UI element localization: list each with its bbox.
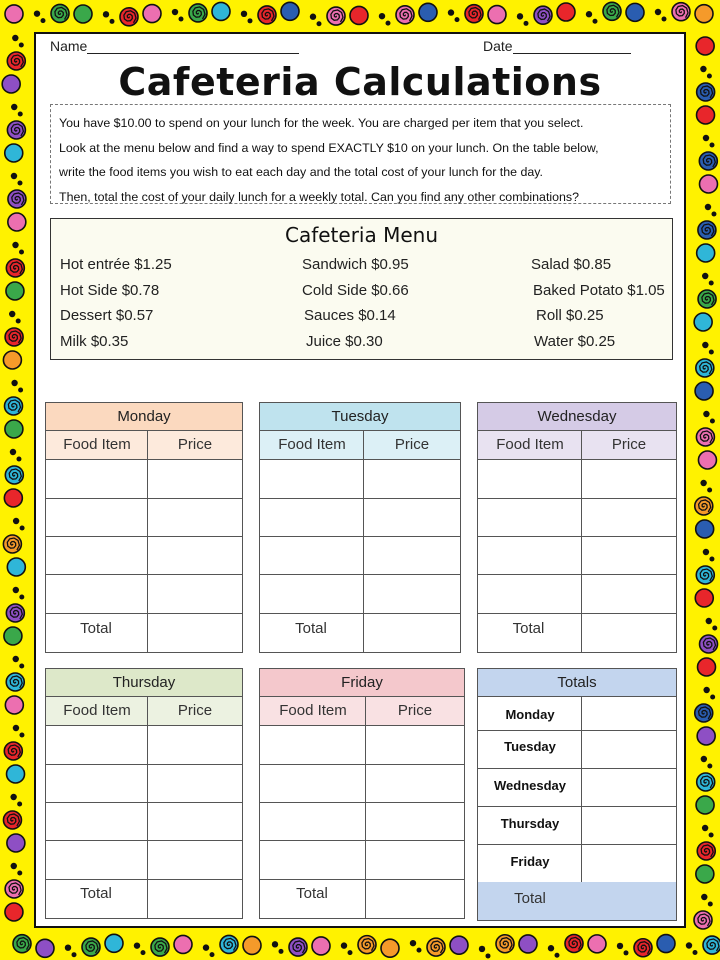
border-dot xyxy=(707,74,712,79)
border-dot xyxy=(9,311,15,317)
border-dot xyxy=(65,944,71,950)
border-dot xyxy=(19,250,24,255)
border-dot xyxy=(272,941,278,947)
border-dot xyxy=(179,17,184,22)
border-dot xyxy=(700,480,706,486)
border-dot xyxy=(548,945,554,951)
border-circle xyxy=(3,351,21,369)
border-dot xyxy=(586,11,592,17)
menu-item: Hot Side $0.78 xyxy=(60,282,160,299)
border-dot xyxy=(13,518,19,524)
instruction-line: Look at the menu below and find a way to spend EXACTLY $10 on your lunch. On the table below, xyxy=(59,140,599,155)
border-dot xyxy=(19,733,24,738)
border-circle xyxy=(4,627,22,645)
border-dot xyxy=(709,281,714,286)
border-circle xyxy=(697,244,715,262)
border-dot xyxy=(110,19,115,24)
date-label: Date xyxy=(483,38,513,54)
border-dot xyxy=(386,21,391,26)
border-dot xyxy=(348,950,353,955)
border-circle xyxy=(695,589,713,607)
border-dot xyxy=(72,952,77,957)
border-circle xyxy=(4,489,22,507)
border-circle xyxy=(243,936,261,954)
border-dot xyxy=(16,319,21,324)
total-label: Total xyxy=(80,620,112,637)
price-header: Price xyxy=(148,431,242,460)
border-circle xyxy=(381,939,399,957)
border-dot xyxy=(18,112,23,117)
instructions-box xyxy=(50,104,671,204)
border-dot xyxy=(517,13,523,19)
border-dot xyxy=(34,10,40,16)
border-dot xyxy=(702,273,708,279)
price-header: Price xyxy=(582,431,676,460)
border-circle xyxy=(626,3,644,21)
border-dot xyxy=(19,595,24,600)
day-heading: Friday xyxy=(260,669,464,697)
border-dot xyxy=(341,942,347,948)
border-dot xyxy=(11,863,17,869)
border-circle xyxy=(657,935,675,953)
border-dot xyxy=(12,242,18,248)
menu-item: Salad $0.85 xyxy=(531,256,612,273)
border-circle xyxy=(695,382,713,400)
border-circle xyxy=(212,2,230,20)
border-dot xyxy=(448,9,454,15)
border-dot xyxy=(593,19,598,24)
border-dot xyxy=(17,181,22,186)
border-circle xyxy=(2,75,20,93)
border-dot xyxy=(707,764,712,769)
border-dot xyxy=(203,944,209,950)
border-dot xyxy=(707,488,712,493)
border-circle xyxy=(697,727,715,745)
worksheet-page xyxy=(34,32,686,928)
border-dot xyxy=(693,950,698,955)
border-dot xyxy=(701,894,707,900)
border-circle xyxy=(36,939,54,957)
menu-item: Milk $0.35 xyxy=(60,333,129,350)
border-dot xyxy=(417,948,422,953)
border-circle xyxy=(5,420,23,438)
totals-table xyxy=(477,668,677,921)
border-dot xyxy=(709,350,714,355)
price-header: Price xyxy=(364,431,460,460)
border-dot xyxy=(310,14,316,20)
border-dot xyxy=(103,11,109,17)
border-dot xyxy=(279,949,284,954)
name-blank xyxy=(87,39,299,54)
food-item-header: Food Item xyxy=(260,431,364,460)
border-dot xyxy=(703,549,709,555)
border-circle xyxy=(694,313,712,331)
name-field[interactable] xyxy=(50,38,299,54)
date-blank xyxy=(513,39,631,54)
menu-title: Cafeteria Menu xyxy=(284,223,439,247)
border-dot xyxy=(711,212,716,217)
total-label: Total xyxy=(80,885,112,902)
border-dot xyxy=(708,902,713,907)
border-circle xyxy=(696,520,714,538)
border-dot xyxy=(712,626,717,631)
border-circle xyxy=(696,865,714,883)
border-circle xyxy=(698,658,716,676)
border-circle xyxy=(419,3,437,21)
border-dot xyxy=(12,35,18,41)
day-heading: Wednesday xyxy=(478,403,676,431)
border-circle xyxy=(697,106,715,124)
border-dot xyxy=(13,587,19,593)
totals-row-label: Wednesday xyxy=(493,778,566,793)
border-dot xyxy=(703,687,709,693)
name-label: Name xyxy=(50,38,88,54)
menu-item: Cold Side $0.66 xyxy=(302,282,409,299)
menu-item: Sandwich $0.95 xyxy=(302,256,409,273)
totals-row-label: Friday xyxy=(510,854,550,869)
border-dot xyxy=(379,13,385,19)
border-circle xyxy=(350,6,368,24)
border-dot xyxy=(410,940,416,946)
food-item-header: Food Item xyxy=(46,431,148,460)
border-dot xyxy=(18,388,23,393)
border-circle xyxy=(5,144,23,162)
border-dot xyxy=(479,946,485,952)
price-header: Price xyxy=(366,697,464,726)
day-table-wednesday xyxy=(477,402,677,653)
border-dot xyxy=(19,43,24,48)
border-circle xyxy=(696,37,714,55)
border-dot xyxy=(317,21,322,26)
border-dot xyxy=(241,11,247,17)
border-circle xyxy=(105,934,123,952)
menu-item: Hot entrée $1.25 xyxy=(60,256,172,273)
border-circle xyxy=(698,451,716,469)
border-dot xyxy=(17,871,22,876)
border-circle xyxy=(8,213,26,231)
border-dot xyxy=(13,725,19,731)
menu-item: Dessert $0.57 xyxy=(60,307,154,324)
border-circle xyxy=(7,834,25,852)
border-dot xyxy=(10,449,16,455)
border-circle xyxy=(143,5,161,23)
border-swirl xyxy=(703,936,720,954)
border-circle xyxy=(6,282,24,300)
instruction-line: You have $10.00 to spend on your lunch for the week. You are charged per item that you select. xyxy=(59,116,584,130)
border-circle xyxy=(312,937,330,955)
border-dot xyxy=(13,656,19,662)
border-circle xyxy=(281,2,299,20)
border-dot xyxy=(709,557,714,562)
menu-item: Roll $0.25 xyxy=(536,307,604,324)
cafeteria-menu xyxy=(50,218,673,360)
border-circle xyxy=(557,3,575,21)
border-dot xyxy=(710,419,715,424)
food-item-header: Food Item xyxy=(260,697,366,726)
border-dot xyxy=(19,664,24,669)
menu-item: Sauces $0.14 xyxy=(304,307,396,324)
border-dot xyxy=(662,16,667,21)
border-circle xyxy=(7,558,25,576)
price-header: Price xyxy=(148,697,242,726)
food-item-header: Food Item xyxy=(46,697,148,726)
page-title: Cafeteria Calculations xyxy=(118,60,602,104)
border-dot xyxy=(210,952,215,957)
border-circle xyxy=(488,6,506,24)
weekly-total-label: Total xyxy=(514,890,546,907)
border-dot xyxy=(134,942,140,948)
menu-item: Juice $0.30 xyxy=(306,333,383,350)
border-circle xyxy=(519,935,537,953)
border-circle xyxy=(5,903,23,921)
border-dot xyxy=(172,9,178,15)
border-dot xyxy=(701,756,707,762)
border-dot xyxy=(655,9,661,15)
totals-heading: Totals xyxy=(478,669,676,697)
day-table-friday xyxy=(259,668,465,919)
border-dot xyxy=(10,794,16,800)
border-circle xyxy=(174,935,192,953)
border-dot xyxy=(11,380,17,386)
border-circle xyxy=(695,5,713,23)
border-dot xyxy=(703,411,709,417)
border-dot xyxy=(709,143,714,148)
food-item-header: Food Item xyxy=(478,431,582,460)
day-heading: Thursday xyxy=(46,669,242,697)
border-dot xyxy=(11,104,17,110)
total-label: Total xyxy=(296,885,328,902)
day-heading: Tuesday xyxy=(260,403,460,431)
totals-row-label: Tuesday xyxy=(504,739,556,754)
border-dot xyxy=(486,953,491,958)
border-dot xyxy=(703,135,709,141)
day-table-thursday xyxy=(45,668,243,919)
border-dot xyxy=(624,950,629,955)
border-dot xyxy=(41,18,46,23)
total-label: Total xyxy=(295,620,327,637)
border-circle xyxy=(5,696,23,714)
menu-item: Water $0.25 xyxy=(534,333,616,350)
border-dot xyxy=(16,457,21,462)
border-circle xyxy=(5,5,23,23)
border-dot xyxy=(709,833,714,838)
border-circle xyxy=(699,175,717,193)
totals-row-label: Monday xyxy=(505,707,555,722)
border-dot xyxy=(617,943,623,949)
border-dot xyxy=(702,342,708,348)
totals-row-label: Thursday xyxy=(500,816,560,831)
instruction-line: Then, total the cost of your daily lunch for a weekly total. Can you find any other combinations? xyxy=(59,189,580,204)
border-dot xyxy=(700,66,706,72)
day-table-monday xyxy=(45,402,243,653)
total-label: Total xyxy=(512,620,545,637)
day-heading: Monday xyxy=(46,403,242,431)
border-dot xyxy=(524,21,529,26)
border-circle xyxy=(74,5,92,23)
day-table-tuesday xyxy=(259,402,461,653)
border-dot xyxy=(11,173,17,179)
border-dot xyxy=(141,950,146,955)
date-field[interactable] xyxy=(483,38,631,54)
border-dot xyxy=(17,802,22,807)
menu-item: Baked Potato $1.05 xyxy=(533,282,665,299)
border-circle xyxy=(588,935,606,953)
border-dot xyxy=(20,526,25,531)
border-dot xyxy=(248,18,253,23)
border-circle xyxy=(7,765,25,783)
border-dot xyxy=(686,942,692,948)
instruction-line: write the food items you wish to eat each day and the total cost of your lunch for the day. xyxy=(59,165,543,179)
border-dot xyxy=(455,17,460,22)
border-dot xyxy=(702,825,708,831)
border-dot xyxy=(555,953,560,958)
border-dot xyxy=(706,618,712,624)
border-circle xyxy=(450,936,468,954)
border-dot xyxy=(705,204,711,210)
border-dot xyxy=(710,695,715,700)
border-circle xyxy=(696,796,714,814)
